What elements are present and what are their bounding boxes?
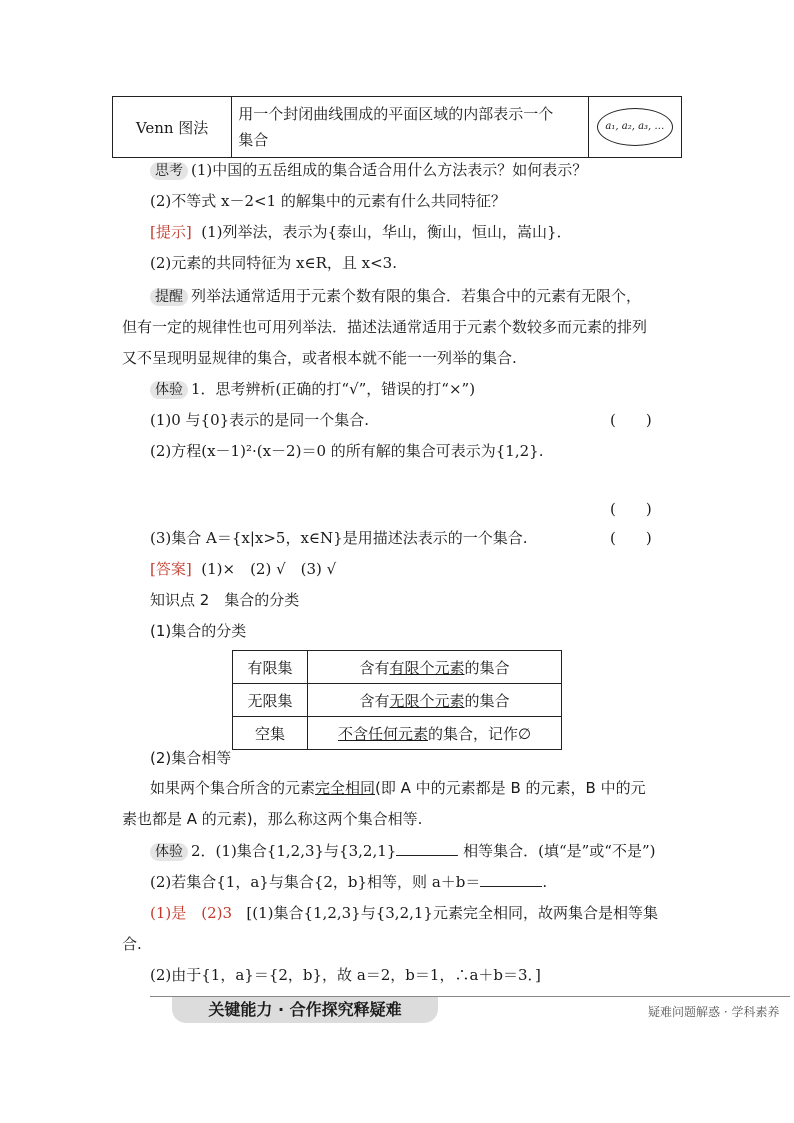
set-equality-line-2: 素也都是 A 的元素)，那么称这两个集合相等.: [122, 810, 423, 828]
think-question-2: (2)不等式 x－2<1 的解集中的元素有什么共同特征？: [150, 192, 506, 210]
row-name: 有限集: [233, 651, 308, 684]
remind-line-3: 又不呈现明显规律的集合，或者根本就不能一一列举的集合.: [122, 349, 517, 367]
exercise1-paren-2: ( ): [610, 500, 652, 518]
venn-ellipse: [597, 108, 673, 146]
venn-diagram-cell: [588, 97, 681, 158]
section-banner: 关键能力 · 合作探究释疑难: [172, 997, 438, 1023]
row-desc: 含有有限个元素的集合: [308, 651, 562, 684]
row-desc: 含有无限个元素的集合: [308, 684, 562, 717]
exercise1-item-1: (1)0 与{0}表示的是同一个集合.: [150, 411, 369, 429]
exercise1-answer: [150, 558, 336, 580]
exercise2-tag: 体验: [150, 843, 188, 861]
section-subtitle: 疑难问题解惑 · 学科素养: [648, 1005, 780, 1019]
exercise1-tag: 体验: [150, 381, 188, 399]
venn-desc-line2: 集合: [238, 131, 269, 149]
exercise2-q2: (2)若集合{1，a}与集合{2，b}相等，则 a＋b＝ .: [150, 873, 548, 891]
remind-tag: 提醒: [150, 288, 188, 306]
remind-l1-text: 列举法通常适用于元素个数有限的集合．若集合中的元素有无限个，: [191, 287, 642, 305]
exercise2-answer-red: (1)是 (2)3: [150, 904, 233, 922]
row-name: 无限集: [233, 684, 308, 717]
table-row: [233, 717, 562, 750]
fill-blank-2[interactable]: [480, 871, 542, 887]
knowledge-point-2-title: 知识点 2 集合的分类: [150, 591, 300, 609]
exercise1-paren-1: ( ): [610, 411, 652, 429]
think-tag: 思考: [150, 162, 188, 180]
answer-tag: [答案]: [150, 560, 192, 578]
exercise1-item-3: (3)集合 A＝{x|x>5，x∈N}是用描述法表示的一个集合.: [150, 529, 528, 547]
fill-blank-1[interactable]: [396, 840, 458, 856]
exercise2-answer-line-1: (1)是 (2)3 [(1)集合{1,2,3}与{3,2,1}元素完全相同，故两集合是相等集: [150, 904, 658, 922]
hint-a1-text: (1)列举法，表示为{泰山，华山，衡山，恒山，嵩山}．: [201, 223, 572, 241]
exercise1-title: [150, 378, 475, 400]
venn-method-table: [112, 96, 682, 158]
row-name: 空集: [233, 717, 308, 750]
venn-method-description: [232, 97, 589, 158]
hint-answer-2: (2)元素的共同特征为 x∈R，且 x<3.: [150, 254, 397, 272]
exercise1-answer-text: (1)× (2) √ (3) √: [201, 560, 337, 578]
remind-line-1: [150, 285, 641, 307]
classification-subtitle: (1)集合的分类: [150, 622, 247, 640]
set-equality-subtitle: (2)集合相等: [150, 749, 232, 767]
table-row: [233, 651, 562, 684]
exercise2-answer-line-2: (2)由于{1，a}＝{2，b}，故 a＝2，b＝1，∴a＋b＝3．]: [150, 966, 541, 984]
venn-desc-line1: 用一个封闭曲线围成的平面区域的内部表示一个: [238, 105, 554, 123]
set-equality-line-1: 如果两个集合所含的元素完全相同(即 A 中的元素都是 B 的元素，B 中的元: [150, 779, 646, 797]
think-question-1: [150, 159, 587, 181]
exercise2-answer-line-1b: 合.: [122, 935, 142, 953]
exercise2-q1: 体验 2．(1)集合{1,2,3}与{3,2,1} 相等集合．(填“是”或“不是”): [150, 840, 655, 862]
hint-tag: [提示]: [150, 223, 192, 241]
exercise1-item-2: (2)方程(x－1)²·(x－2)＝0 的所有解的集合可表示为{1,2}.: [150, 442, 544, 460]
venn-method-name: Venn 图法: [113, 97, 232, 158]
venn-ellipse-text: a₁, a₂, a₃, …: [605, 121, 665, 132]
exercise1-title-text: 1．思考辨析(正确的打“√”，错误的打“×”): [191, 380, 476, 398]
hint-answer-1: [150, 221, 572, 243]
row-desc: 不含任何元素的集合，记作∅: [308, 717, 562, 750]
table-row: [233, 684, 562, 717]
set-classification-table: [232, 650, 562, 750]
remind-line-2: 但有一定的规律性也可用列举法．描述法通常适用于元素个数较多而元素的排列: [122, 318, 648, 336]
exercise1-paren-3: ( ): [610, 529, 652, 547]
think-q1-text: (1)中国的五岳组成的集合适合用什么方法表示？如何表示？: [191, 161, 588, 179]
